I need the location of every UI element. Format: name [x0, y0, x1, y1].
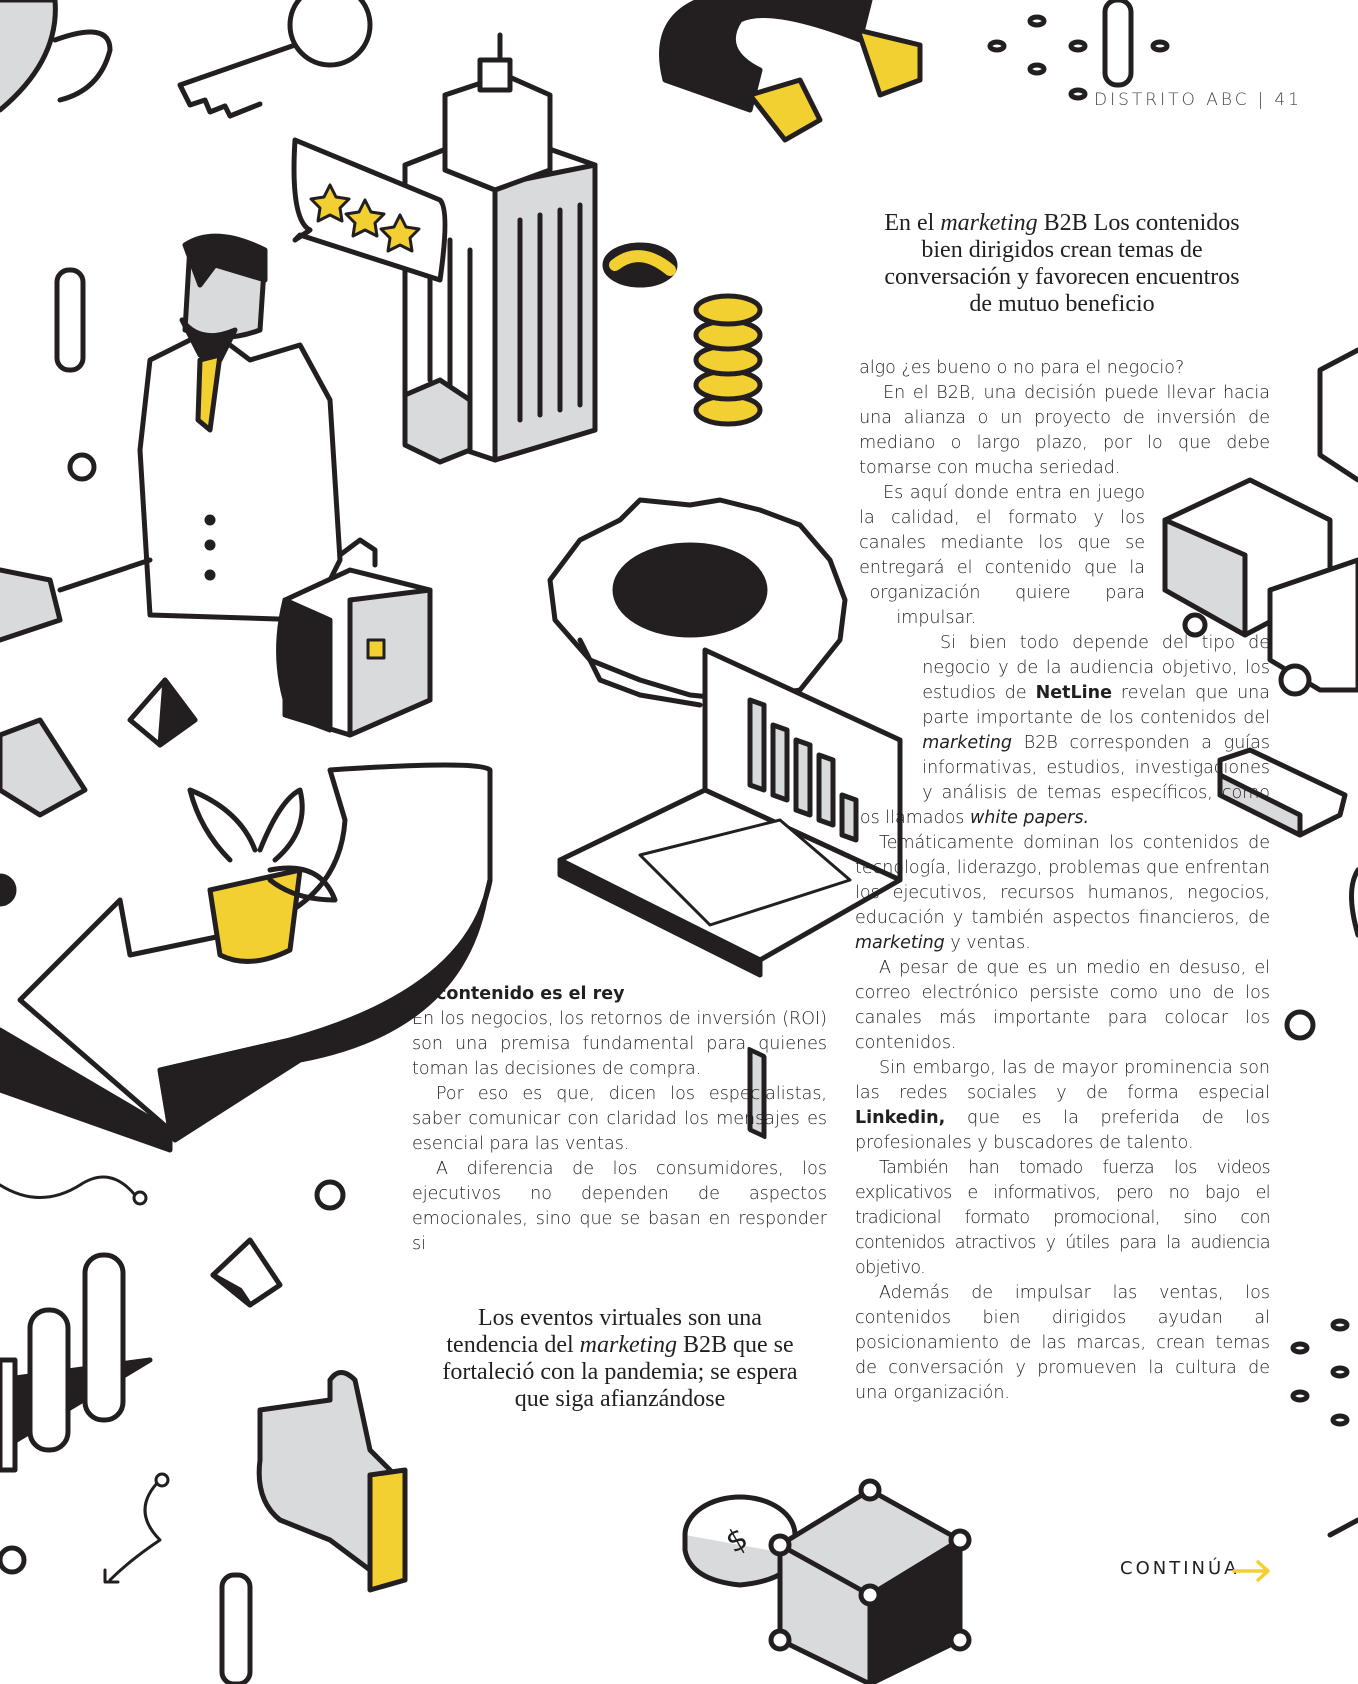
section-name: DISTRITO ABC: [1094, 90, 1250, 110]
cylinder-icon: [57, 270, 83, 370]
article-column-right: [855, 356, 1270, 1406]
page-header: [1094, 90, 1302, 110]
paragraph: Es aquí donde entra en juego la calidad, el formato y los canales mediante los que se entregará el contenido que la organización quiere para impulsar.: [859, 483, 1145, 628]
pull-quote-text: En el: [884, 210, 941, 236]
businessman-figure: [0, 236, 340, 640]
ring-icon: [70, 455, 94, 479]
paragraph: En los negocios, los retornos de inversión (ROI) son una premisa fundamental para quienes toman las decisiones de compra.: [412, 1009, 827, 1079]
pull-quote-text: Los eventos virtuales son una tendencia del: [446, 1305, 762, 1358]
cylinder-icon: [1105, 0, 1131, 85]
pull-quote-text: B2B Los contenidos bien dirigidos crean temas de conversación y favorecen encuentros de mutuo beneficio: [884, 210, 1240, 317]
dots-pattern: [1293, 1321, 1347, 1424]
paragraph: En el B2B, una decisión puede llevar hacia una alianza o un proyecto de inversión de mediano o largo plazo, por lo que debe tomarse con mucha seriedad.: [859, 383, 1270, 478]
article-column-left: [412, 982, 827, 1257]
ring-icon: [317, 1182, 343, 1208]
cup-icon: [0, 0, 110, 110]
pull-quote-top: [872, 210, 1252, 318]
paragraph: Por eso es que, dicen los especialistas, saber comunicar con claridad los mensajes es esencial para las ventas.: [412, 1084, 827, 1154]
key-icon: [180, 0, 370, 116]
paragraph: Sin embargo, las de mayor prominencia son las redes sociales y de forma especial Linkedin, que es la preferida de los profesionales y buscadores de talento.: [855, 1058, 1270, 1153]
svg-text:$: $: [720, 1520, 755, 1561]
pull-quote-italic: marketing: [940, 210, 1038, 236]
ring-icon: [0, 1548, 24, 1572]
cylinder-icon: [222, 1575, 250, 1684]
page-number: 41: [1274, 90, 1302, 110]
paragraph: A pesar de que es un medio en desuso, el correo electrónico persiste como uno de los canales más importante para colocar los contenidos.: [855, 958, 1270, 1053]
continue-label[interactable]: CONTINÚA: [1120, 1558, 1240, 1579]
thumbs-up-icon: [259, 1373, 405, 1591]
arrow-right-icon[interactable]: [1232, 1560, 1272, 1582]
gear-icon: [550, 500, 845, 705]
header-separator: |: [1257, 90, 1267, 110]
paragraph: También han tomado fuerza los videos explicativos e informativos, pero no bajo el tradicional formato promocional, sino con contenidos atractivos y útiles para la audiencia objetivo.: [855, 1158, 1270, 1278]
path-arrow-icon: [110, 1480, 160, 1580]
ring-icon: [1287, 1012, 1313, 1038]
magnet-icon: [662, 0, 920, 140]
pull-quote-bottom: [430, 1305, 810, 1413]
paragraph: Temáticamente dominan los contenidos de tecnología, liderazgo, problemas que enfrentan los ejecutivos, recursos humanos, negocios, educación y también aspectos financieros, de marketing y ventas.: [855, 833, 1270, 953]
dots-pattern: [990, 17, 1167, 98]
coin-stack-icon: [696, 296, 760, 424]
paragraph: Además de impulsar las ventas, los contenidos bien dirigidos ayudan al posicionamiento de las marcas, crean temas de conversación y promueven la cultura de una organización.: [855, 1283, 1270, 1403]
paragraph: Si bien todo depende del tipo de negocio y de la audiencia objetivo, los estudios de NetLine revelan que una parte importante de los contenidos del marketing B2B corresponden a guías informativas, estudios, investigaciones y análisis de temas específicos, como los llamados white papers.: [855, 633, 1270, 828]
box-icon: [1320, 350, 1358, 480]
pull-quote-text: B2B que se fortaleció con la pandemia; se espera que siga afianzándose: [442, 1332, 798, 1412]
paragraph: algo ¿es bueno o no para el negocio?: [859, 358, 1185, 378]
section-subhead: El contenido es el rey: [412, 984, 625, 1004]
pull-quote-italic: marketing: [579, 1332, 677, 1358]
paragraph: A diferencia de los consumidores, los ejecutivos no dependen de aspectos emocionales, sino que se basan en responder si: [412, 1159, 827, 1254]
bar-chart-3d-icon: [0, 1255, 150, 1470]
network-cube-icon: [771, 1481, 969, 1684]
prism-icon: [0, 720, 85, 815]
